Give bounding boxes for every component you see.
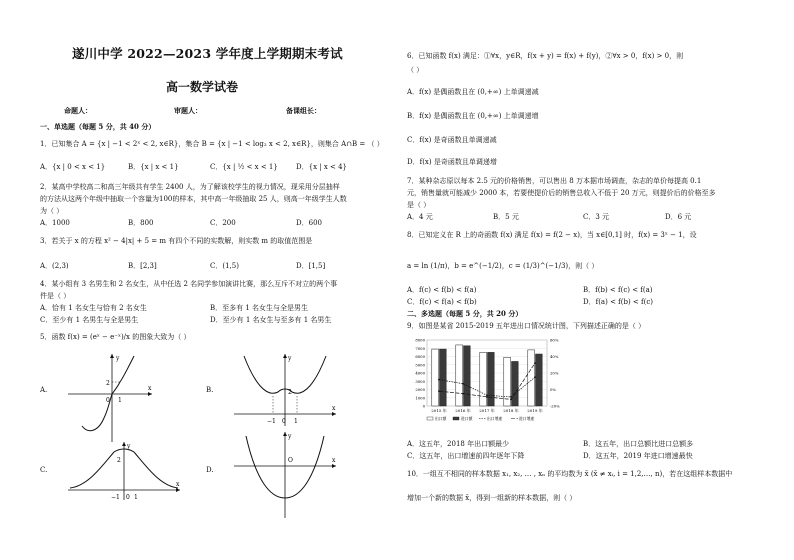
x-tick-label: 2017 年 bbox=[479, 408, 495, 413]
left-tick-label: 8000 bbox=[415, 337, 425, 343]
left-column bbox=[34, 0, 389, 560]
q2-option-d: D．600 bbox=[296, 219, 322, 227]
export-growth-point bbox=[462, 383, 464, 385]
right-tick-label: -20% bbox=[550, 403, 560, 409]
q3-option-c: C．(1,5) bbox=[210, 262, 239, 270]
svg-text:x: x bbox=[332, 457, 336, 464]
left-tick-label: 2000 bbox=[415, 387, 425, 392]
reviewer-label: 审题人： bbox=[174, 106, 202, 115]
author-label: 命题人： bbox=[64, 106, 92, 115]
export-growth-point bbox=[534, 376, 536, 378]
right-tick-label: 0% bbox=[550, 387, 557, 392]
section2-heading: 二、多选题（每题 5 分，共 20 分） bbox=[407, 309, 523, 318]
export-bar bbox=[528, 350, 535, 406]
q1-option-d: D．{x | x < 4} bbox=[296, 163, 347, 171]
q4-option-c: C．至少有 1 名男生与全是男生 bbox=[40, 316, 139, 324]
q1-option-b: B．{x | x < 1} bbox=[128, 163, 179, 171]
q8-option-c: C．f(c) < f(a) < f(b) bbox=[407, 298, 477, 306]
q2-option-a: A．1000 bbox=[40, 219, 70, 227]
q5-label-b: B. bbox=[206, 386, 214, 394]
svg-text:y: y bbox=[127, 443, 131, 450]
import-bar bbox=[488, 352, 495, 406]
q5-graph-a bbox=[64, 352, 154, 444]
svg-text:−1: −1 bbox=[267, 418, 276, 425]
q7-option-b: B．5 元 bbox=[493, 213, 519, 221]
q3-option-a: A．(2,3) bbox=[40, 262, 69, 270]
svg-text:−1: −1 bbox=[111, 494, 120, 501]
q5-label-d: D. bbox=[206, 466, 214, 474]
q9-stem: 9．如图是某省 2015-2019 五年进出口情况统计图，下列描述正确的是（ ） bbox=[407, 322, 646, 330]
import-growth-point bbox=[510, 399, 512, 401]
svg-text:y: y bbox=[116, 355, 120, 362]
left-tick-label: 6000 bbox=[415, 354, 425, 359]
section1-heading: 一、单选题（每题 5 分，共 40 分） bbox=[40, 122, 156, 131]
svg-text:x: x bbox=[176, 481, 180, 488]
export-growth-point bbox=[486, 394, 488, 396]
q8-option-b: B．f(b) < f(c) < f(a) bbox=[583, 286, 653, 294]
svg-text:2: 2 bbox=[117, 457, 121, 464]
trade-chart bbox=[407, 334, 577, 426]
q5-label-c: C. bbox=[40, 466, 48, 474]
q6-line2: （ ） bbox=[407, 66, 424, 74]
q3-stem: 3．若关于 x 的方程 x² − 4|x| + 5 = m 有四个不同的实数解，则实数 m 的取值范围是 bbox=[40, 237, 313, 245]
x-tick-label: 2016 年 bbox=[455, 408, 471, 413]
legend-label: 进口额 bbox=[461, 416, 473, 421]
q1-stem: 1．已知集合 A = {x | −1 < 2ˣ < 2, x∈R}，集合 B = {x | −1 < log₂ x < 2, x∈R}，则集合 A∩B = （ ） bbox=[40, 140, 384, 148]
q7-option-c: C．3 元 bbox=[583, 213, 610, 221]
q6-option-c: C．f(x) 是奇函数且单调递减 bbox=[407, 136, 497, 144]
q4-option-a: A．恰有 1 名女生与恰有 2 名女生 bbox=[40, 304, 147, 312]
svg-text:1: 1 bbox=[294, 418, 298, 425]
import-bar bbox=[440, 349, 447, 406]
import-bar bbox=[512, 361, 519, 406]
q4-option-d: D．至少有 1 名女生与至多有 1 名男生 bbox=[210, 316, 332, 324]
q5-graph-c bbox=[64, 440, 184, 504]
q3-option-b: B．[2,3] bbox=[128, 262, 157, 270]
q6-option-d: D．f(x) 是奇函数且单调递增 bbox=[407, 158, 497, 166]
import-growth-point bbox=[438, 390, 440, 392]
legend-label: 出口额 bbox=[435, 416, 447, 421]
q9-option-c: C．这五年，出口增速前四年逐年下降 bbox=[407, 452, 525, 460]
x-tick-label: 2019 年 bbox=[527, 408, 543, 413]
q9-option-a: A．这五年，2018 年出口额最少 bbox=[407, 440, 510, 448]
export-bar bbox=[480, 352, 487, 406]
export-bar bbox=[456, 345, 463, 406]
svg-text:2: 2 bbox=[288, 389, 292, 396]
q8-option-d: D．f(a) < f(b) < f(c) bbox=[583, 298, 653, 306]
left-tick-label: 3000 bbox=[415, 378, 425, 384]
q4-line2: 件是（ ） bbox=[40, 292, 71, 300]
q8-line1: 8．已知定义在 R 上的奇函数 f(x) 满足 f(x) = f(2 − x)，当 x∈[0,1] 时，f(x) = 3ˣ − 1，设 bbox=[407, 231, 697, 239]
import-growth-point bbox=[462, 393, 464, 395]
q8-line2: a = ln (1/π)，b = e^(−1/2)，c = (1/3)^(−1/3)，则（ ） bbox=[407, 262, 599, 270]
left-tick-label: 5000 bbox=[415, 362, 425, 368]
q10-line2: 增加一个新的数据 x̄，得到一组新的样本数据，则（ ） bbox=[407, 494, 577, 502]
import-bar bbox=[536, 354, 543, 406]
left-tick-label: 1000 bbox=[415, 395, 425, 401]
q2-line2: 的方法从这两个年级中抽取一个容量为100的样本，其中高一年级抽取 25 人，则高一年级学生人数 bbox=[40, 195, 347, 203]
chart-legend bbox=[427, 416, 534, 421]
svg-text:O: O bbox=[288, 457, 293, 464]
legend-label: 出口增速 bbox=[487, 416, 503, 421]
svg-text:y: y bbox=[288, 433, 292, 440]
legend-label: 进口增速 bbox=[519, 416, 535, 421]
q6-option-b: B．f(x) 是偶函数且在 (0,+∞) 上单调递增 bbox=[407, 112, 539, 120]
import-bar bbox=[464, 346, 471, 406]
q9-option-b: B．这五年，出口总额比进口总额多 bbox=[583, 440, 694, 448]
export-growth-line bbox=[439, 377, 535, 397]
export-growth-point bbox=[510, 396, 512, 398]
exam-title: 遂川中学 2022—2023 学年度上学期期末考试 bbox=[72, 46, 343, 61]
q7-option-d: D．6 元 bbox=[665, 213, 692, 221]
q8-option-a: A．f(c) < f(b) < f(a) bbox=[407, 286, 477, 294]
legend-swatch-export bbox=[427, 417, 433, 420]
export-growth-point bbox=[438, 379, 440, 381]
q6-option-a: A．f(x) 是偶函数且在 (0,+∞) 上单调递减 bbox=[407, 88, 539, 96]
import-growth-point bbox=[534, 362, 536, 364]
export-bar bbox=[432, 349, 439, 406]
q4-line1: 4．某小组有 3 名男生和 2 名女生，从中任选 2 名同学参加演讲比赛，那么互斥不对立的两个事 bbox=[40, 280, 338, 288]
q5-stem: 5．函数 f(x) = (eˣ − e⁻ˣ)/x 的图象大致为（ ） bbox=[40, 333, 191, 341]
q2-line1: 2．某高中学校高二和高三年级共有学生 2400 人，为了解该校学生的视力情况，现采用分层抽样 bbox=[40, 183, 340, 191]
q5-label-a: A. bbox=[40, 386, 48, 394]
q7-option-a: A．4 元 bbox=[407, 213, 433, 221]
legend-swatch-import bbox=[453, 417, 459, 420]
left-tick-label: 0 bbox=[422, 403, 425, 409]
left-tick-label: 7000 bbox=[415, 345, 425, 351]
q7-line1: 7．某种杂志原以每本 2.5 元的价格销售，可以售出 8 万本据市场调查，杂志的单价每提高 0.1 bbox=[407, 177, 702, 185]
svg-text:x: x bbox=[332, 405, 336, 412]
svg-text:0: 0 bbox=[282, 418, 286, 425]
right-tick-label: 40% bbox=[550, 354, 559, 359]
q2-line3: 为（ ） bbox=[40, 207, 64, 215]
svg-text:x: x bbox=[148, 385, 152, 392]
q9-option-d: D．这五年，2019 年进口增速最快 bbox=[583, 452, 693, 460]
svg-text:0: 0 bbox=[106, 397, 110, 404]
x-tick-label: 2018 年 bbox=[503, 408, 519, 413]
q5-graph-d bbox=[230, 430, 340, 520]
q3-option-d: D．[1,5] bbox=[296, 262, 326, 270]
q7-line2: 元，销售量就可能减少 2000 本，若要使提价后的销售总收入不低于 20 万元，则提价后的价格至多 bbox=[407, 189, 716, 197]
svg-text:2: 2 bbox=[106, 380, 110, 387]
exam-subtitle: 高一数学试卷 bbox=[166, 80, 239, 94]
svg-text:1: 1 bbox=[134, 494, 138, 501]
q4-option-b: B．至多有 1 名女生与全是男生 bbox=[210, 304, 309, 312]
svg-text:0: 0 bbox=[126, 494, 130, 501]
q2-option-b: B．800 bbox=[128, 219, 154, 227]
q6-line1: 6．已知函数 f(x) 满足：①∀x，y∈R，f(x + y) = f(x) + f(y)，②∀x > 0，f(x) > 0，则 bbox=[407, 52, 684, 60]
q2-option-c: C．200 bbox=[210, 219, 236, 227]
right-column bbox=[407, 0, 772, 560]
group-leader-label: 备课组长： bbox=[286, 106, 321, 115]
left-tick-label: 4000 bbox=[415, 370, 425, 376]
q10-line1: 10．一组互不相同的样本数据 x₁, x₂, … , xₙ 的平均数为 x̄ (x̄ ≠ xᵢ, i = 1,2,…, n)，若在这组样本数据中 bbox=[407, 470, 733, 478]
q1-option-a: A．{x | 0 < x < 1} bbox=[40, 163, 106, 171]
q1-option-c: C．{x | ½ < x < 1} bbox=[210, 163, 278, 171]
q7-line3: 是（ ） bbox=[407, 201, 431, 209]
svg-text:1: 1 bbox=[118, 397, 122, 404]
right-tick-label: 20% bbox=[550, 370, 559, 376]
q5-graph-b bbox=[230, 352, 340, 428]
right-tick-label: 60% bbox=[550, 337, 559, 343]
x-tick-label: 2015 年 bbox=[431, 408, 447, 413]
import-growth-point bbox=[486, 396, 488, 398]
svg-text:y: y bbox=[288, 355, 292, 362]
